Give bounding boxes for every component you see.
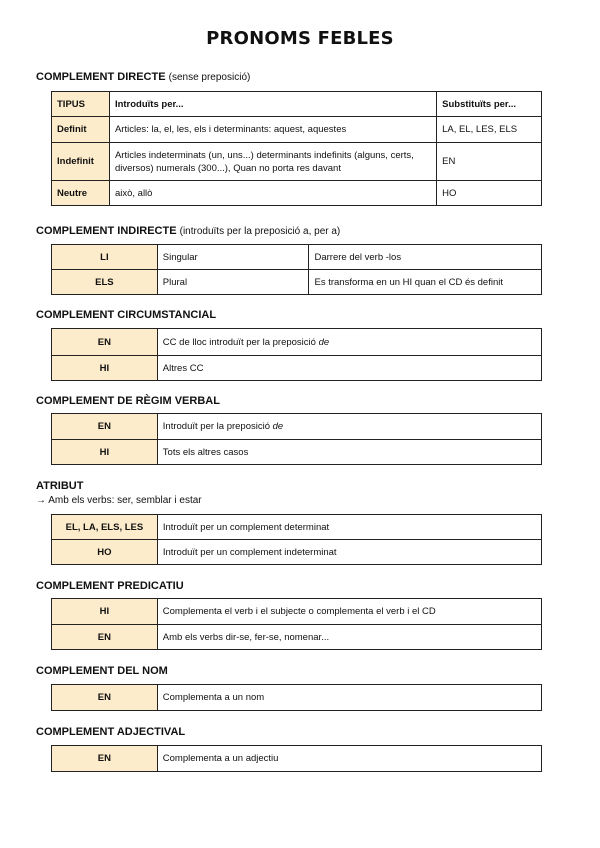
table-header-row (52, 92, 542, 117)
cell-pronom: HI (52, 440, 158, 465)
cd-heading: COMPLEMENT DIRECTE (36, 71, 166, 83)
cell-subs: HO (437, 181, 542, 206)
cell-extra: Es transforma en un HI quan el CD és definit (309, 270, 542, 295)
cd-note: (sense preposició) (168, 72, 251, 83)
table-row (52, 270, 542, 295)
cell-pronom: HO (52, 540, 158, 565)
cc-heading: COMPLEMENT CIRCUMSTANCIAL (36, 309, 217, 321)
cell-desc: Complementa el verb i el subjecte o complementa el verb i el CD (157, 599, 541, 625)
table-row (52, 625, 542, 650)
section-heading-cadj (36, 726, 185, 738)
ci-note: (introduïts per la preposició a, per a) (179, 226, 341, 237)
cell-intro: això, allò (109, 181, 436, 206)
section-heading-cpred (36, 580, 184, 592)
page-title: PRONOMS FEBLES (206, 28, 394, 49)
table-cn (51, 684, 542, 711)
crv-heading: COMPLEMENT DE RÈGIM VERBAL (36, 395, 220, 407)
table-row (52, 414, 542, 440)
atr-heading: ATRIBUT (36, 480, 84, 492)
cell-subs: LA, EL, LES, ELS (437, 117, 542, 143)
cell-desc: Introduït per un complement determinat (157, 515, 541, 540)
cn-heading: COMPLEMENT DEL NOM (36, 665, 168, 677)
cell-extra: Darrere del verb -los (309, 245, 542, 270)
table-crv (51, 413, 542, 465)
table-row (52, 599, 542, 625)
header-tipus: TIPUS (52, 92, 110, 117)
table-ci (51, 244, 542, 295)
cell-tipus: Neutre (52, 181, 110, 206)
cell-pronom: EN (52, 625, 158, 650)
cell-desc (157, 414, 541, 440)
cpred-heading: COMPLEMENT PREDICATIU (36, 580, 184, 592)
table-row (52, 515, 542, 540)
cell-desc: Plural (157, 270, 309, 295)
table-row (52, 685, 542, 711)
table-cd (51, 91, 542, 206)
cell-desc: Introduït per un complement indeterminat (157, 540, 541, 565)
cell-subs: EN (437, 143, 542, 181)
header-substituits: Substituïts per... (437, 92, 542, 117)
atr-note: → Amb els verbs: ser, semblar i estar (36, 495, 202, 506)
section-heading-crv (36, 395, 220, 407)
cell-pronom: EN (52, 685, 158, 711)
cell-pronom: HI (52, 356, 158, 381)
header-introduits: Introduïts per... (109, 92, 436, 117)
cell-pronom: EN (52, 414, 158, 440)
cell-desc: Tots els altres casos (157, 440, 541, 465)
section-heading-ci (36, 225, 340, 237)
desc-text: CC de lloc introduït per la preposició (162, 336, 316, 348)
table-cadj (51, 745, 542, 772)
table-cpred (51, 598, 542, 650)
table-row (52, 540, 542, 565)
cell-tipus: Indefinit (52, 143, 110, 181)
cell-pronom: EN (52, 329, 158, 356)
table-row (52, 329, 542, 356)
cell-desc: Complementa a un adjectiu (157, 746, 541, 772)
table-row (52, 356, 542, 381)
section-heading-cc (36, 309, 216, 321)
table-row (52, 746, 542, 772)
ci-heading: COMPLEMENT INDIRECTE (36, 225, 177, 237)
cell-pronom: ELS (52, 270, 158, 295)
cell-pronom: EL, LA, ELS, LES (52, 515, 158, 540)
cell-pronom: LI (52, 245, 158, 270)
table-row (52, 440, 542, 465)
cadj-heading: COMPLEMENT ADJECTIVAL (36, 726, 186, 738)
cell-desc: Singular (157, 245, 309, 270)
table-row (52, 143, 542, 181)
section-heading-atribut (36, 480, 83, 492)
cell-tipus: Definit (52, 117, 110, 143)
section-heading-cn (36, 665, 168, 677)
cell-pronom: EN (52, 746, 158, 772)
table-atribut (51, 514, 542, 565)
cell-desc: Amb els verbs dir-se, fer-se, nomenar... (157, 625, 541, 650)
cell-intro: Articles indeterminats (un, uns...) determinants indefinits (alguns, certs, diversos) numerals (300...), Quan no porta res davant (109, 143, 436, 181)
desc-emphasis: de (318, 336, 330, 348)
table-row (52, 181, 542, 206)
desc-text: Introduït per la preposició (162, 421, 270, 432)
desc-emphasis: de (272, 421, 284, 432)
cell-intro: Articles: la, el, les, els i determinants: aquest, aquestes (109, 117, 436, 143)
table-row (52, 245, 542, 270)
table-cc (51, 328, 542, 381)
cell-desc: Complementa a un nom (157, 685, 541, 711)
cell-desc (157, 329, 541, 356)
table-row (52, 117, 542, 143)
cell-desc: Altres CC (157, 356, 541, 381)
cell-pronom: HI (52, 599, 158, 625)
section-heading-cd (36, 71, 250, 83)
